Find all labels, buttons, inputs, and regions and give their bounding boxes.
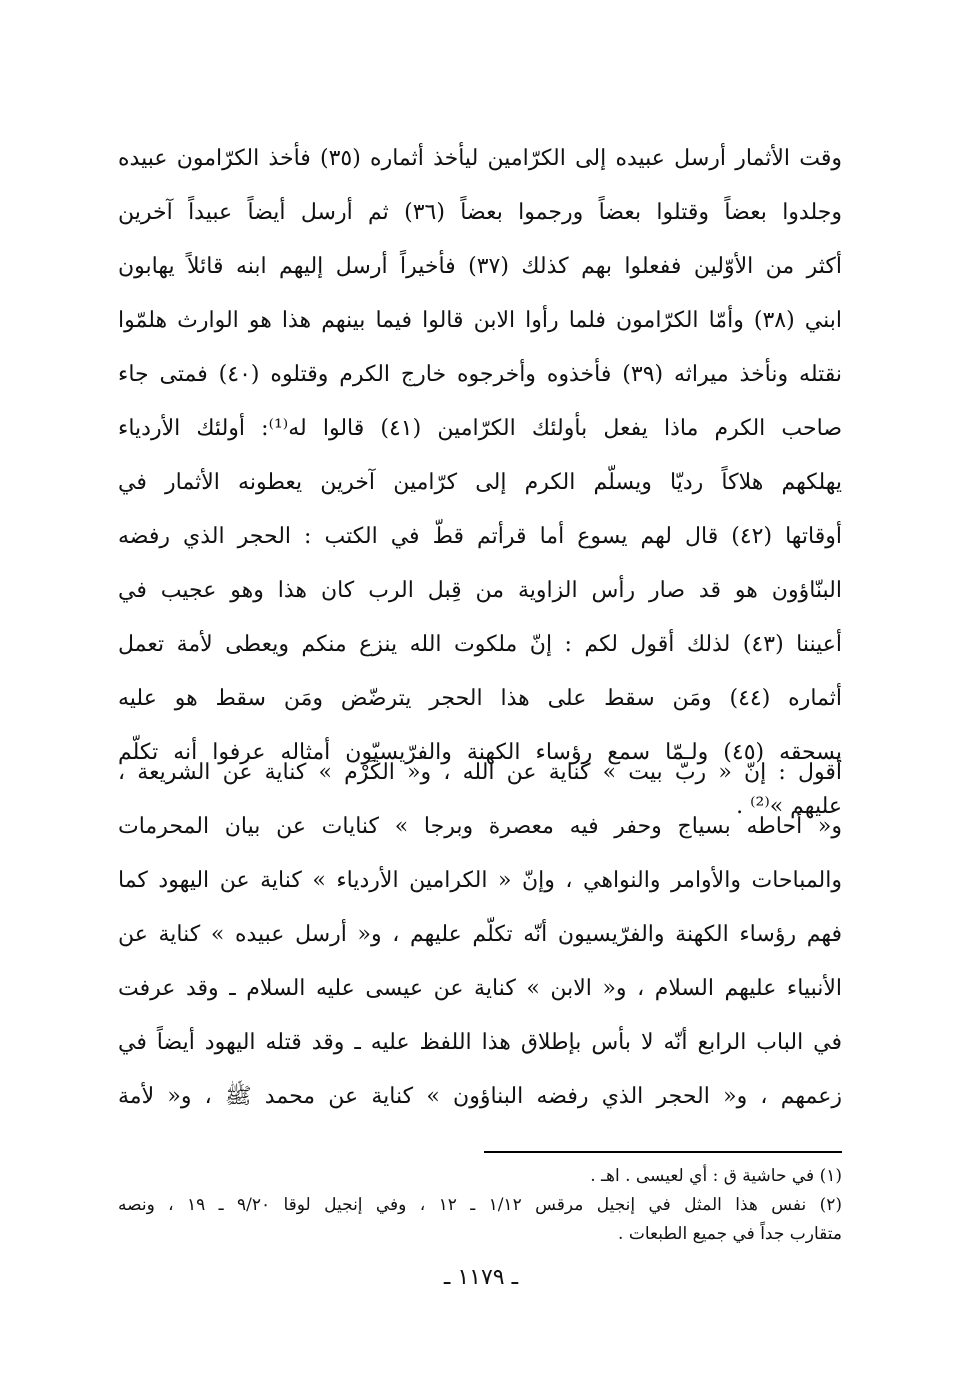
text-line: أكثر من الأوّلين ففعلوا بهم كذلك (٣٧) فأخيراً أرسل إليهم ابنه قائلاً يهابون — [118, 254, 842, 279]
footnote-divider — [484, 1151, 842, 1153]
text-line: أقول : إنّ « ربّ بيت » كناية عن الله ، و« الكَرْم » كناية عن الشريعة ، — [118, 760, 842, 785]
text-line: ابني (٣٨) وأمّا الكرّامون فلما رأوا الابن قالوا فيما بينهم هذا هو الوارث هلمّوا — [118, 308, 842, 333]
footnote-2-continuation: متقارب جداً في جميع الطبعات . — [618, 1224, 842, 1244]
footnote-2: (٢) نفس هذا المثل في إنجيل مرقس ١/١٢ ـ ١٢ ، وفي إنجيل لوقا ٩/٢٠ ـ ١٩ ، ونصه — [118, 1195, 842, 1215]
text-line: والمباحات والأوامر والنواهي ، وإنّ « الكرامين الأردياء » كناية عن اليهود كما — [118, 868, 842, 893]
text-line: و« أحاطه بسياج وحفر فيه معصرة وبرجا » كنايات عن بيان المحرمات — [118, 814, 842, 839]
text-line: أثماره (٤٤) ومَن سقط على هذا الحجر يترضّض ومَن سقط هو عليه — [118, 686, 842, 711]
footnote-1: (١) في حاشية ق : أي لعيسى . اهـ . — [590, 1166, 842, 1186]
text-line: يهلكهم هلاكاً رديّا ويسلّم الكرم إلى كرّامين آخرين يعطونه الأثمار في — [118, 470, 842, 495]
text-line: صاحب الكرم ماذا يفعل بأولئك الكرّامين (٤١) قالوا له⁽¹⁾: أولئك الأردياء — [118, 416, 842, 441]
text-line: عليهم »⁽²⁾ . — [736, 794, 842, 819]
footnotes — [118, 1162, 842, 1249]
text-line: الأنبياء عليهم السلام ، و« الابن » كناية عن عيسى عليه السلام ـ وقد عرفت — [118, 976, 842, 1001]
text-line: نقتله ونأخذ ميراثه (٣٩) فأخذوه وأخرجوه خارج الكرم وقتلوه (٤٠) فمتى جاء — [118, 362, 842, 387]
main-paragraph-2 — [118, 746, 842, 1124]
text-line: أعيننا (٤٣) لذلك أقول لكم : إنّ ملكوت الله ينزع منكم ويعطى لأمة تعمل — [118, 632, 842, 657]
text-line: في الباب الرابع أنّه لا بأس بإطلاق هذا اللفظ عليه ـ وقد قتله اليهود أيضاً في — [118, 1030, 842, 1055]
text-line: وجلدوا بعضاً وقتلوا بعضاً ورجموا بعضاً (٣٦) ثم أرسل أيضاً عبيداً آخرين — [118, 200, 842, 225]
page-number: ـ ١١٧٩ ـ — [443, 1265, 519, 1290]
main-paragraph-1 — [118, 132, 842, 834]
text-line: فهم رؤساء الكهنة والفرّيسيون أنّه تكلّم عليهم ، و« أرسل عبيده » كناية عن — [118, 922, 842, 947]
text-line: أوقاتها (٤٢) قال لهم يسوع أما قرأتم قطّ في الكتب : الحجر الذي رفضه — [118, 524, 842, 549]
text-line: البنّاؤون هو قد صار رأس الزاوية من قِبل الرب كان هذا وهو عجيب في — [118, 578, 842, 603]
text-line: زعمهم ، و« الحجر الذي رفضه البناؤون » كناية عن محمد ﷺ ، و« لأمة — [118, 1084, 842, 1109]
text-line: يسحقه (٤٥) ولـمّا سمع رؤساء الكهنة والفرّيسيّون أمثاله عرفوا أنه تكلّم — [118, 740, 842, 765]
text-line: وقت الأثمار أرسل عبيده إلى الكرّامين ليأخذ أثماره (٣٥) فأخذ الكرّامون عبيده — [118, 146, 842, 171]
